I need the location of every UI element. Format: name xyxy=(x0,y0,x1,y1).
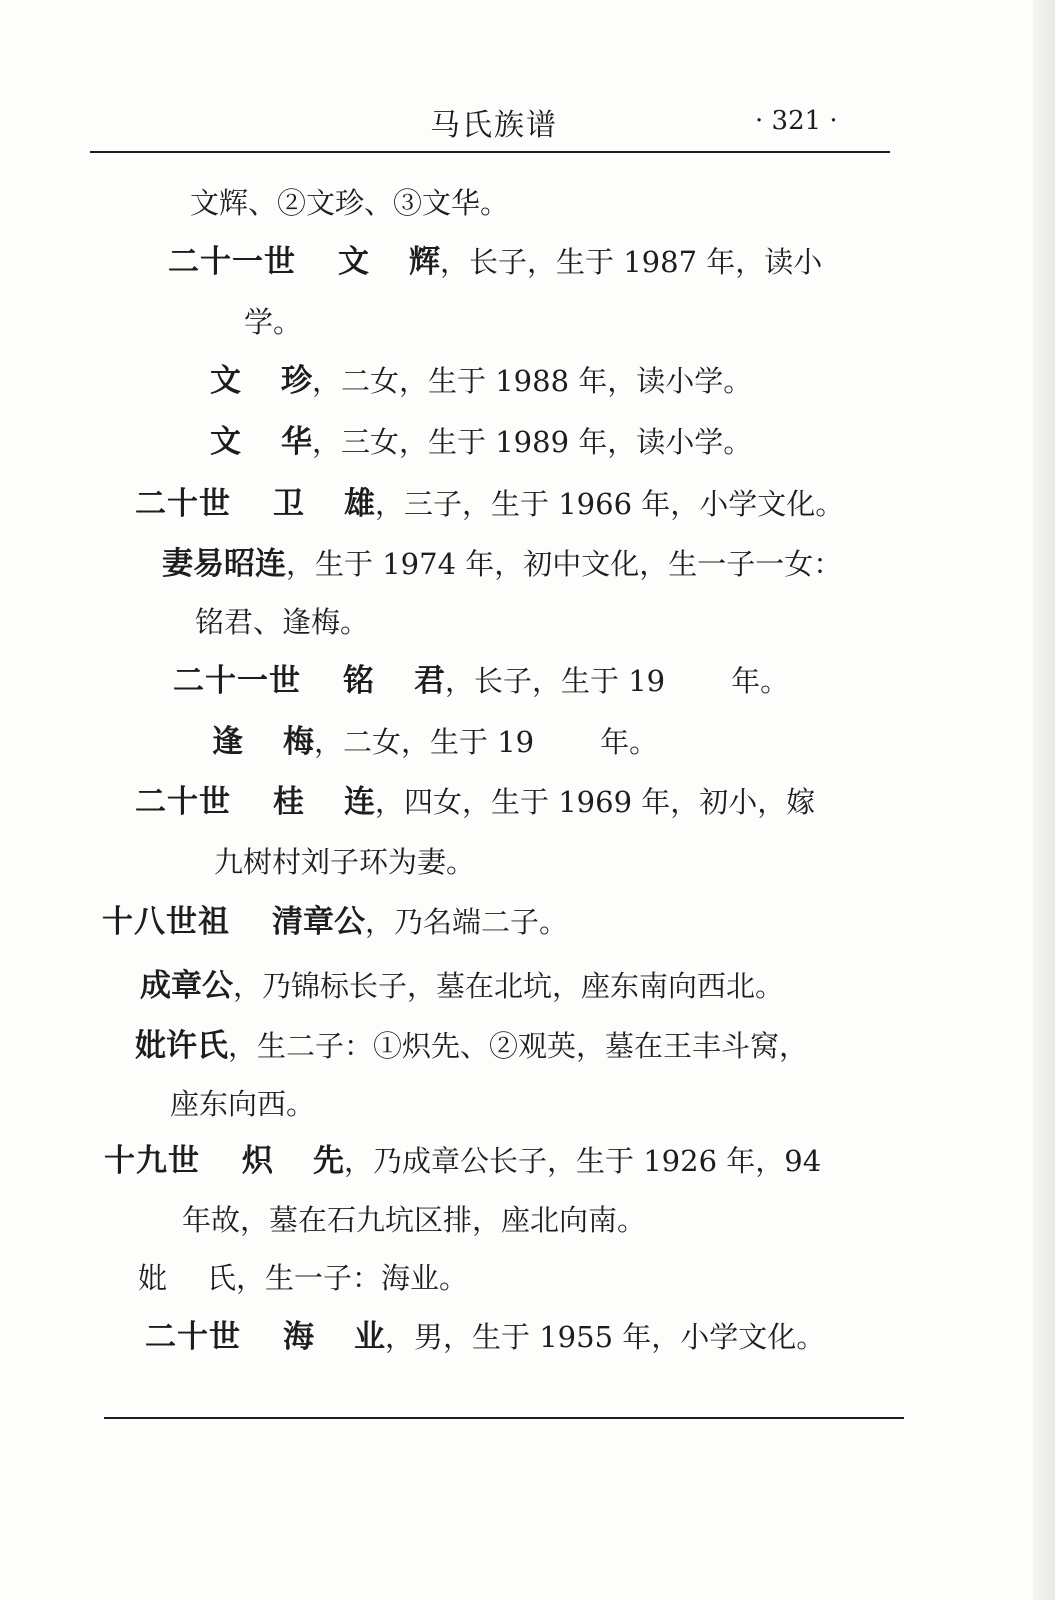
person-name-char: 卫 xyxy=(273,486,304,522)
entry-text: ，三女，生于 1989 年，读小学。 xyxy=(312,425,753,459)
person-name: 成章公 xyxy=(140,968,233,1004)
person-name-char: 连 xyxy=(344,784,375,820)
generation-label: 十八世祖 xyxy=(102,904,230,940)
entry-fengmei xyxy=(212,722,658,762)
text-line-18: 年故，墓在石九坑区排，座北向南。 xyxy=(182,1203,647,1237)
entry-spouse-xu xyxy=(135,1026,808,1066)
entry-weixiong xyxy=(135,484,844,524)
entry-text: ，长子，生于 19 xyxy=(445,664,666,698)
book-title: 马氏族谱 xyxy=(430,108,558,143)
page-number: · 321 · xyxy=(755,106,838,136)
entry-text: ，四女，生于 1969 年，初小，嫁 xyxy=(375,785,816,819)
person-name-char: 梅 xyxy=(283,724,314,760)
text-line-1: 文辉、②文珍、③文华。 xyxy=(190,186,510,220)
generation-label: 十九世 xyxy=(104,1143,200,1179)
entry-chixian xyxy=(104,1141,821,1181)
generation-label: 二十世 xyxy=(145,1319,241,1355)
entry-mingjun xyxy=(173,661,789,701)
person-name: 清章公 xyxy=(272,904,365,940)
generation-label: 二十世 xyxy=(135,486,231,522)
person-name-char: 雄 xyxy=(344,486,375,522)
entry-chengzhang xyxy=(140,966,784,1006)
person-name-char: 逢 xyxy=(212,724,243,760)
generation-label: 二十一世 xyxy=(168,244,296,280)
person-name-char: 文 xyxy=(338,244,369,280)
entry-text: ，生二子：①炽先、②观英，墓在王丰斗窝， xyxy=(228,1029,809,1063)
entry-guilian xyxy=(135,782,815,822)
entry-wenhua xyxy=(210,422,752,462)
spouse-name: 妣许氏 xyxy=(135,1028,228,1064)
page-edge xyxy=(1033,0,1055,1600)
person-name-char: 辉 xyxy=(409,244,440,280)
entry-spouse-unnamed: 妣 氏，生一子：海业。 xyxy=(138,1261,469,1295)
entry-text: ，三子，生于 1966 年，小学文化。 xyxy=(375,487,845,521)
person-name-char: 炽 xyxy=(242,1143,273,1179)
person-name-char: 文 xyxy=(210,363,241,399)
text-line-3: 学。 xyxy=(244,305,303,339)
entry-wenhui xyxy=(168,242,822,282)
entry-haiye xyxy=(145,1317,825,1357)
spouse-name: 妻易昭连 xyxy=(162,546,286,582)
generation-label: 二十世 xyxy=(135,784,231,820)
entry-qingzhang xyxy=(102,902,568,942)
header-rule xyxy=(90,151,890,153)
person-name-char: 铭 xyxy=(343,663,374,699)
entry-text: ，乃锦标长子，墓在北坑，座东南向西北。 xyxy=(233,969,785,1003)
entry-text: 年。 xyxy=(600,725,659,759)
person-name-char: 文 xyxy=(210,424,241,460)
footer-rule xyxy=(104,1417,904,1419)
person-name-char: 华 xyxy=(281,424,312,460)
entry-text: 年。 xyxy=(731,664,790,698)
person-name-char: 桂 xyxy=(273,784,304,820)
person-name-char: 海 xyxy=(283,1319,314,1355)
entry-text: ，男，生于 1955 年，小学文化。 xyxy=(385,1320,826,1354)
page-header xyxy=(90,96,890,152)
generation-label: 二十一世 xyxy=(173,663,301,699)
person-name-char: 君 xyxy=(414,663,445,699)
text-line-8: 铭君、逢梅。 xyxy=(195,605,370,639)
entry-text: ，二女，生于 1988 年，读小学。 xyxy=(312,364,753,398)
entry-text: ，长子，生于 1987 年，读小 xyxy=(440,245,823,279)
entry-text: ，生于 1974 年，初中文化，生一子一女： xyxy=(286,547,843,581)
entry-text: ，乃名端二子。 xyxy=(365,905,569,939)
entry-wenzhen xyxy=(210,361,752,401)
person-name-char: 先 xyxy=(313,1143,344,1179)
entry-text: ，二女，生于 19 xyxy=(314,725,535,759)
text-line-16: 座东向西。 xyxy=(170,1087,316,1121)
person-name-char: 珍 xyxy=(281,363,312,399)
text-line-12: 九树村刘子环为妻。 xyxy=(214,845,476,879)
person-name-char: 业 xyxy=(354,1319,385,1355)
entry-spouse-yi xyxy=(162,544,842,584)
entry-text: ，乃成章公长子，生于 1926 年，94 xyxy=(344,1144,822,1178)
